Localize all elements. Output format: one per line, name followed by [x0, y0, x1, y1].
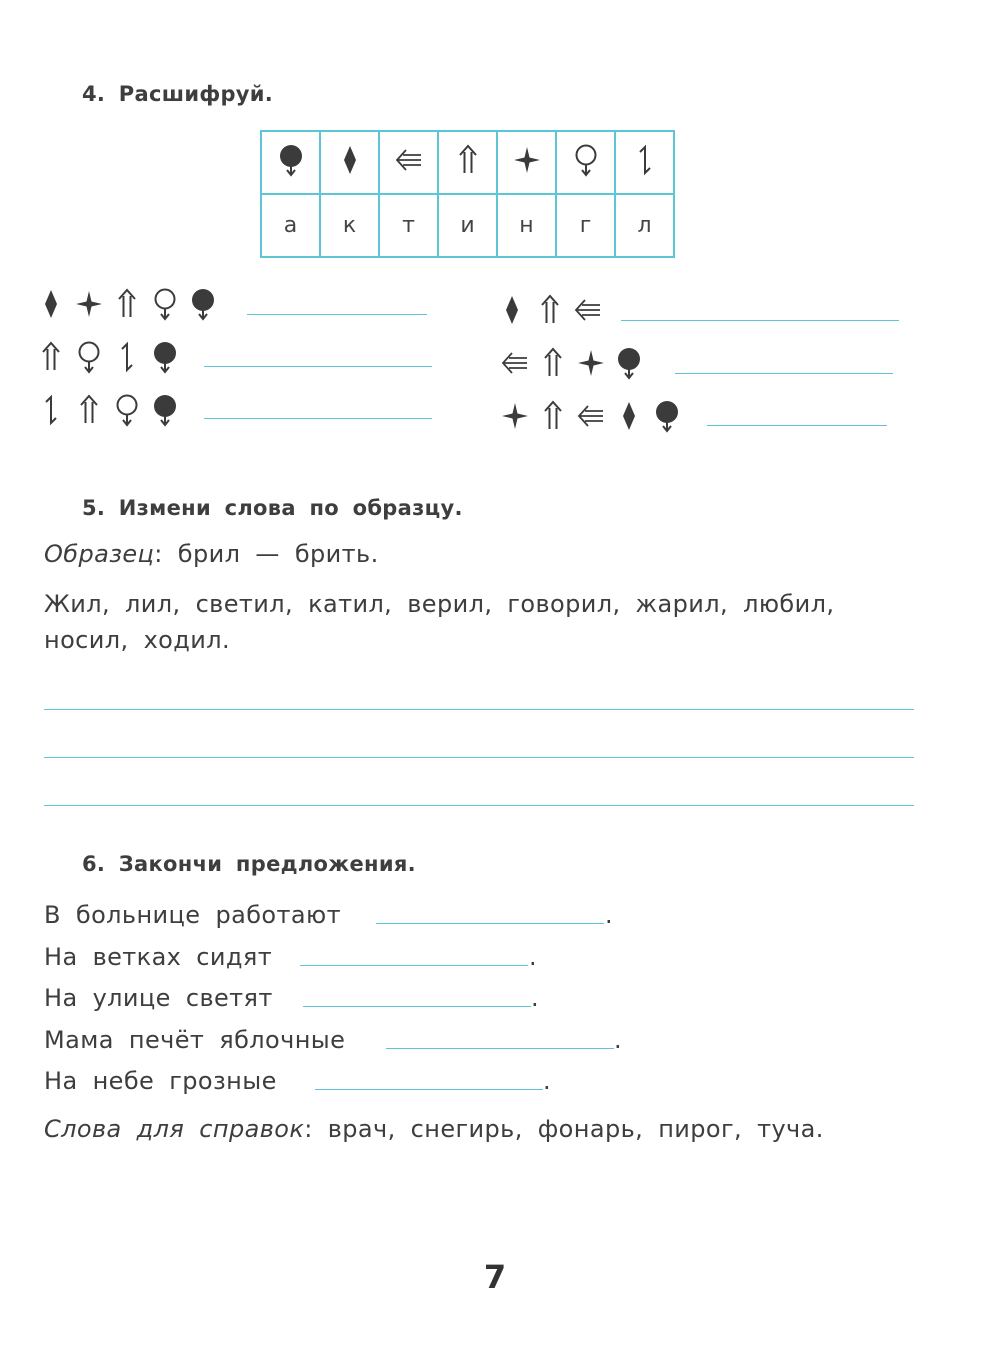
writing-line-2[interactable] — [44, 757, 914, 758]
up-double-arrow-icon — [453, 143, 483, 177]
filled-circle-arrow-icon — [614, 346, 644, 380]
sentence-2: На ветках сидят — [44, 943, 273, 971]
cipher-letter: и — [438, 194, 497, 257]
cipher-key-table — [260, 130, 675, 258]
sentence-4-answer[interactable] — [386, 1048, 614, 1049]
sentence-5: На небе грозные — [44, 1067, 277, 1095]
sample-text: : брил — брить. — [154, 540, 379, 568]
sample-line — [44, 540, 379, 568]
cipher-symbol-cell — [438, 131, 497, 194]
sentence-2-period: . — [529, 943, 538, 971]
cipher-letter-row — [261, 194, 674, 257]
hollow-circle-arrow-icon — [74, 340, 104, 374]
four-point-star-icon — [576, 346, 606, 380]
up-double-arrow-icon — [36, 340, 66, 374]
hollow-circle-arrow-icon — [571, 143, 601, 177]
zigzag-arrow-icon — [630, 143, 660, 177]
cipher-symbol-cell — [615, 131, 674, 194]
cipher-symbol-cell — [261, 131, 320, 194]
sentence-1: В больнице работают — [44, 901, 341, 929]
filled-circle-arrow-icon — [276, 143, 306, 177]
cipher-letter: л — [615, 194, 674, 257]
task-5-title: 5. Измени слова по образцу. — [82, 496, 463, 520]
four-point-star-icon — [500, 399, 530, 433]
four-point-star-icon — [74, 287, 104, 321]
task-4-title: 4. Расшифруй. — [82, 82, 274, 106]
writing-line-3[interactable] — [44, 805, 914, 806]
page-number: 7 — [483, 1258, 507, 1296]
answer-line-5[interactable] — [675, 373, 893, 374]
up-double-arrow-icon — [535, 293, 565, 327]
up-double-arrow-icon — [74, 393, 104, 427]
sentence-3-answer[interactable] — [303, 1006, 531, 1007]
encoded-word-4 — [497, 293, 603, 327]
cipher-letter: а — [261, 194, 320, 257]
up-double-arrow-icon — [538, 399, 568, 433]
cipher-letter: т — [379, 194, 438, 257]
writing-line-1[interactable] — [44, 709, 914, 710]
answer-line-1[interactable] — [247, 314, 427, 315]
encoded-word-6 — [500, 399, 682, 433]
sentence-4-period: . — [614, 1026, 623, 1054]
up-double-arrow-icon — [112, 287, 142, 321]
encoded-word-1 — [36, 287, 218, 321]
diamond-icon — [335, 143, 365, 177]
diamond-icon — [36, 287, 66, 321]
answer-line-6[interactable] — [707, 425, 887, 426]
hint-words: : врач, снегирь, фонарь, пирог, туча. — [304, 1115, 824, 1143]
answer-line-3[interactable] — [204, 418, 432, 419]
cipher-symbol-cell — [556, 131, 615, 194]
cipher-symbol-cell — [320, 131, 379, 194]
cipher-letter: к — [320, 194, 379, 257]
sentence-4: Мама печёт яблочные — [44, 1026, 346, 1054]
hollow-circle-arrow-icon — [112, 393, 142, 427]
zigzag-arrow-icon — [112, 340, 142, 374]
words-line-2: носил, ходил. — [44, 626, 231, 654]
filled-circle-arrow-icon — [652, 399, 682, 433]
left-triple-arrow-icon — [576, 399, 606, 433]
encoded-word-2 — [36, 340, 180, 374]
answer-line-4[interactable] — [621, 320, 899, 321]
filled-circle-arrow-icon — [150, 393, 180, 427]
task-6-title: 6. Закончи предложения. — [82, 852, 416, 876]
sentence-3: На улице светят — [44, 984, 273, 1012]
sentence-1-period: . — [605, 901, 614, 929]
encoded-word-5 — [500, 346, 644, 380]
four-point-star-icon — [512, 143, 542, 177]
encoded-word-3 — [36, 393, 180, 427]
sentence-1-answer[interactable] — [376, 923, 604, 924]
cipher-symbol-cell — [379, 131, 438, 194]
filled-circle-arrow-icon — [150, 340, 180, 374]
cipher-symbol-cell — [497, 131, 556, 194]
hint-line — [44, 1115, 824, 1143]
sentence-2-answer[interactable] — [300, 965, 528, 966]
left-triple-arrow-icon — [573, 293, 603, 327]
hollow-circle-arrow-icon — [150, 287, 180, 321]
zigzag-arrow-icon — [36, 393, 66, 427]
sample-label: Образец — [44, 540, 155, 568]
diamond-icon — [614, 399, 644, 433]
hint-label: Слова для справок — [44, 1115, 305, 1143]
words-line-1: Жил, лил, светил, катил, верил, говорил, жарил, любил, — [44, 590, 835, 618]
cipher-letter: г — [556, 194, 615, 257]
sentence-5-period: . — [543, 1067, 552, 1095]
cipher-letter: н — [497, 194, 556, 257]
answer-line-2[interactable] — [204, 366, 432, 367]
left-triple-arrow-icon — [394, 143, 424, 177]
sentence-5-answer[interactable] — [315, 1089, 543, 1090]
sentence-3-period: . — [531, 984, 540, 1012]
diamond-icon — [497, 293, 527, 327]
cipher-symbol-row — [261, 131, 674, 194]
filled-circle-arrow-icon — [188, 287, 218, 321]
left-triple-arrow-icon — [500, 346, 530, 380]
up-double-arrow-icon — [538, 346, 568, 380]
